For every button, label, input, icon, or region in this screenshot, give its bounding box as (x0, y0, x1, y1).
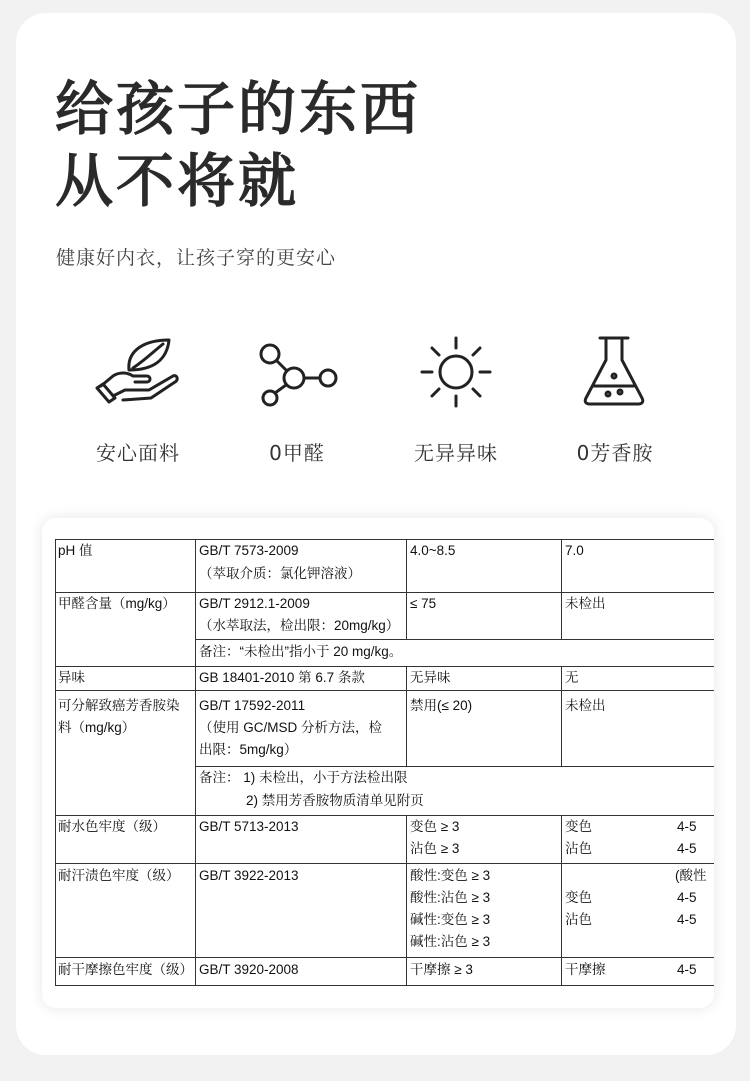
feature-label: 0甲醛 (269, 441, 325, 465)
cell-result: 7.0 (565, 543, 584, 558)
feature-safe-fabric (68, 330, 208, 466)
cell-requirement: 沾色 ≥ 3 (410, 841, 460, 856)
cell-item: 甲醛含量（mg/kg） (58, 596, 176, 611)
cell-result: 干摩擦 (565, 962, 606, 977)
cell-standard-note: （使用 GC/MSD 分析方法，检 (199, 720, 383, 735)
cell-result: 变色 (565, 890, 592, 905)
cell-requirement: ≤ 75 (410, 596, 437, 611)
cell-grade: 4-5 (677, 962, 697, 977)
sun-icon (411, 330, 501, 410)
headline-line-1: 给孩子的东西 (55, 75, 422, 143)
cell-standard: GB/T 3922-2013 (199, 868, 299, 883)
cell-item: 异味 (58, 670, 85, 685)
cell-note: 备注： 1) 未检出，小于方法检出限 (199, 770, 408, 785)
cell-item: 可分解致癌芳香胺染 (58, 698, 180, 713)
cell-requirement: 4.0~8.5 (410, 543, 456, 558)
cell-item: 耐水色牢度（级） (58, 819, 166, 834)
cell-standard: GB/T 5713-2013 (199, 819, 299, 834)
cell-standard-note: （萃取介质：氯化钾溶液） (199, 566, 361, 581)
cell-grade: (酸性 (675, 868, 707, 883)
cell-result: 未检出 (565, 596, 606, 611)
molecule-icon (252, 330, 342, 410)
cell-grade: 4-5 (677, 841, 697, 856)
flask-icon (570, 330, 660, 410)
test-report-table (42, 518, 714, 1008)
cell-item: 耐干摩擦色牢度（级） (58, 962, 193, 977)
cell-standard: GB/T 2912.1-2009 (199, 596, 310, 611)
cell-standard: GB/T 17592-2011 (199, 698, 306, 713)
subtitle: 健康好内衣，让孩子穿的更安心 (56, 247, 337, 269)
cell-result: 沾色 (565, 912, 592, 927)
hand-leaf-icon (93, 330, 183, 410)
cell-requirement: 碱性:沾色 ≥ 3 (410, 934, 491, 949)
cell-grade: 4-5 (677, 890, 697, 905)
cell-item: 料（mg/kg） (58, 720, 136, 735)
cell-requirement: 酸性:变色 ≥ 3 (410, 868, 491, 883)
cell-requirement: 变色 ≥ 3 (410, 819, 460, 834)
cell-requirement: 无异味 (410, 670, 451, 685)
cell-note: 2) 禁用芳香胺物质清单见附页 (246, 793, 424, 808)
cell-standard: GB/T 3920-2008 (199, 962, 299, 977)
feature-no-aromatic-amine (545, 330, 685, 466)
feature-label: 0芳香胺 (576, 441, 654, 465)
cell-standard-note: （水萃取法，检出限：20mg/kg） (199, 618, 400, 633)
feature-no-odor (386, 330, 526, 466)
cell-requirement: 禁用(≤ 20) (410, 698, 473, 713)
cell-result: 沾色 (565, 841, 592, 856)
feature-label: 安心面料 (96, 441, 180, 465)
cell-result: 无 (565, 670, 579, 685)
cell-grade: 4-5 (677, 912, 697, 927)
cell-result: 变色 (565, 819, 592, 834)
cell-requirement: 干摩擦 ≥ 3 (410, 962, 473, 977)
cell-standard: GB 18401-2010 第 6.7 条款 (199, 670, 365, 685)
cell-item: 耐汗渍色牢度（级） (58, 868, 180, 883)
cell-note: 备注：“未检出”指小于 20 mg/kg。 (199, 644, 403, 659)
cell-grade: 4-5 (677, 819, 697, 834)
headline-line-2: 从不将就 (55, 147, 300, 215)
cell-result: 未检出 (565, 698, 606, 713)
feature-label: 无异异味 (414, 441, 498, 465)
cell-requirement: 酸性:沾色 ≥ 3 (410, 890, 491, 905)
cell-standard: GB/T 7573-2009 (199, 543, 299, 558)
cell-requirement: 碱性:变色 ≥ 3 (410, 912, 491, 927)
cell-standard-note: 出限：5mg/kg） (199, 742, 298, 757)
cell-item: pH 值 (58, 543, 93, 558)
feature-no-formaldehyde (227, 330, 367, 466)
